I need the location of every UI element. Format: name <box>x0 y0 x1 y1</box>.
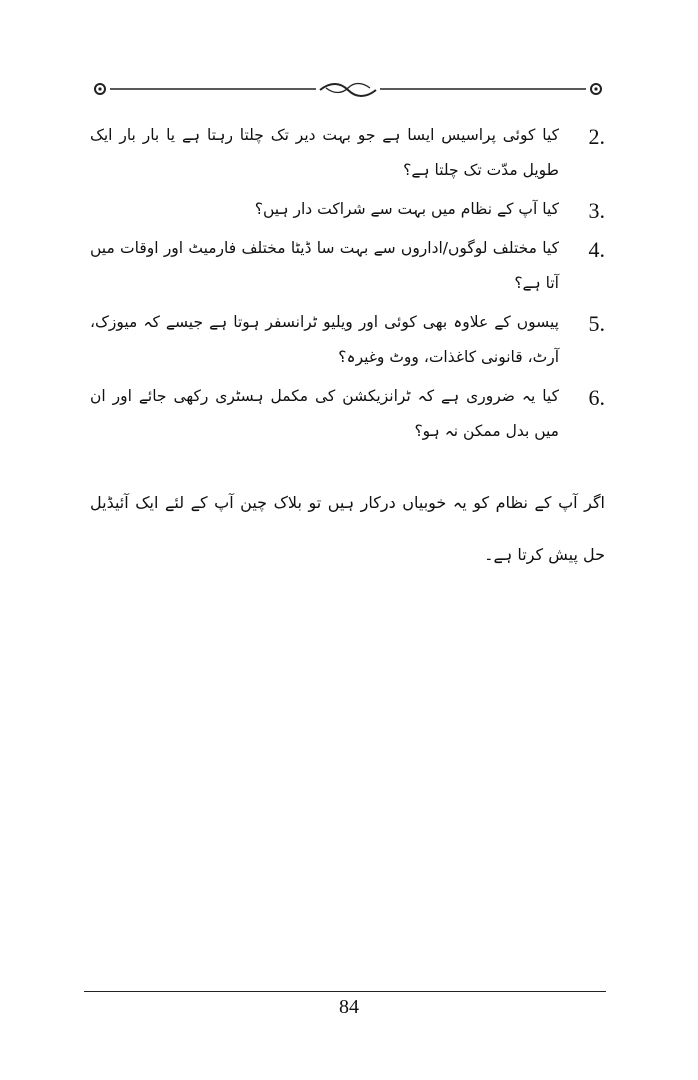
item-text: کیا مختلف لوگوں/اداروں سے بہت سا ڈیٹا مختلف فارمیٹ اور اوقات میں آتا ہے؟ <box>90 239 559 292</box>
item-number: 6. <box>588 385 605 410</box>
item-text: پیسوں کے علاوہ بھی کوئی اور ویلیو ٹرانسفر ہوتا ہے جیسے کہ میوزک، آرٹ، قانونی کاغذات، ووٹ وغیرہ؟ <box>90 313 559 366</box>
page-number: 84 <box>339 996 359 1018</box>
item-number: 4. <box>588 237 605 262</box>
footer-rule <box>84 991 606 992</box>
list-item <box>90 305 605 375</box>
item-number: 2. <box>588 124 605 149</box>
list-item <box>90 231 605 301</box>
item-text: کیا کوئی پراسیس ایسا ہے جو بہت دیر تک چلتا رہتا ہے یا بار بار ایک طویل مدّت تک چلتا ہے؟ <box>90 126 559 179</box>
list-item <box>90 118 605 188</box>
main-content <box>90 118 605 597</box>
question-list <box>90 118 605 449</box>
list-item <box>90 379 605 449</box>
item-number: 5. <box>588 311 605 336</box>
item-text: کیا آپ کے نظام میں بہت سے شراکت دار ہیں؟ <box>254 200 559 218</box>
header-ornament <box>88 76 608 102</box>
conclusion-paragraph: اگر آپ کے نظام کو یہ خوبیاں درکار ہیں تو بلاک چین آپ کے لئے ایک آئیڈیل حل پیش کرتا ہے۔ <box>90 493 605 564</box>
list-item <box>90 192 605 227</box>
item-text: کیا یہ ضروری ہے کہ ٹرانزیکشن کی مکمل ہسٹری رکھی جائے اور ان میں بدل ممکن نہ ہو؟ <box>90 387 559 440</box>
item-number: 3. <box>588 198 605 223</box>
